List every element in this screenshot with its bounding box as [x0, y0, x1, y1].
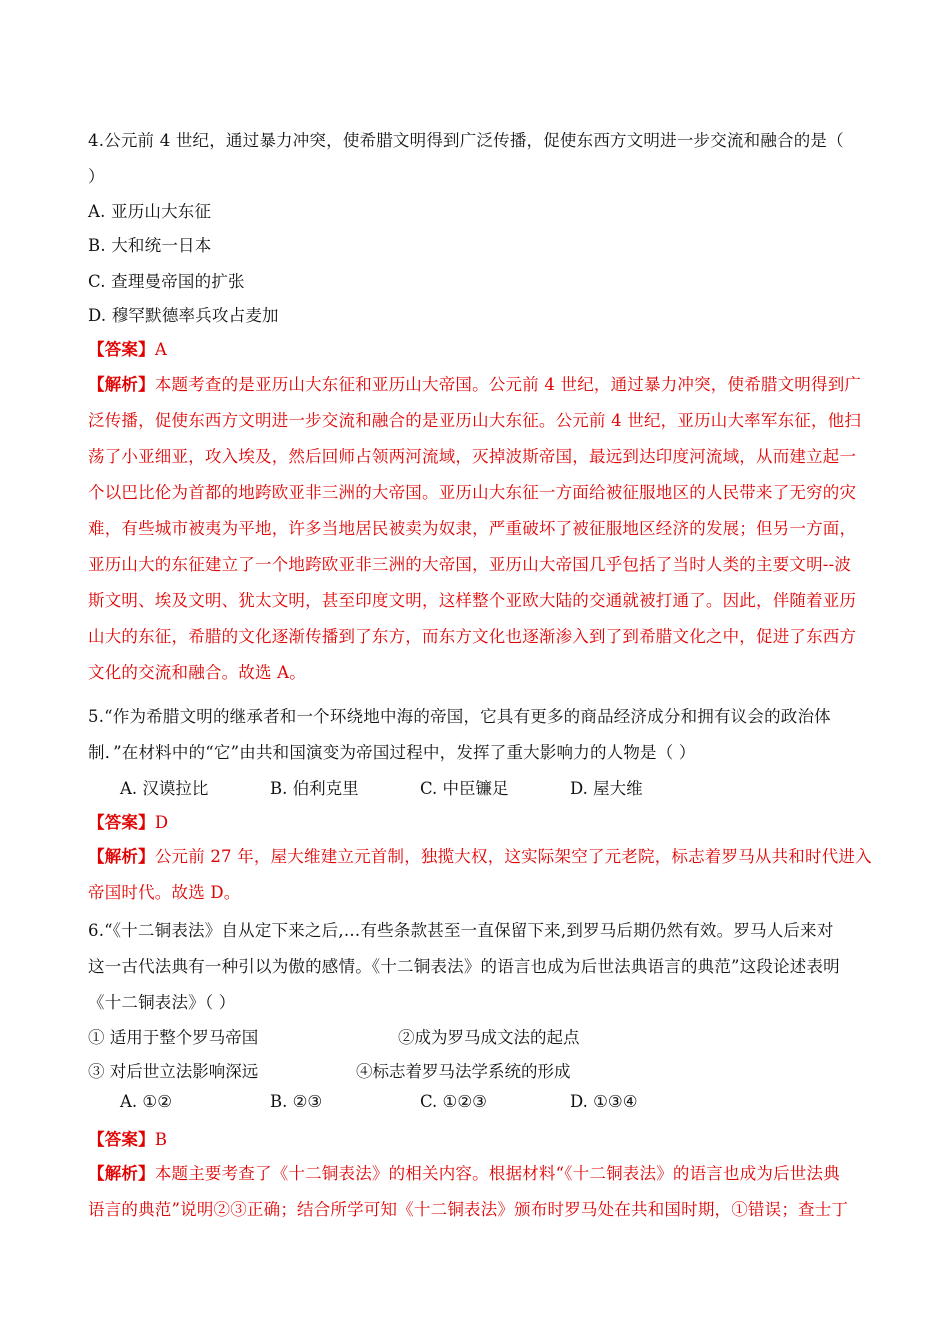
q4-analysis-line-6: 亚历山大的东征建立了一个地跨欧亚非三洲的大帝国，亚历山大帝国几乎包括了当时人类的主要文明--波 [88, 555, 852, 574]
answer-tag: 【答案】 [88, 340, 155, 359]
q4-analysis-line-2: 泛传播，促使东西方文明进一步交流和融合的是亚历山大东征。公元前 4 世纪，亚历山大率军东征，他扫 [88, 411, 862, 430]
q4-analysis-line-8: 山大的东征，希腊的文化逐渐传播到了东方，而东方文化也逐渐渗入到了到希腊文化之中，促进了东西方 [88, 627, 857, 646]
q6-stem-line-1: 6.“《十二铜表法》自从定下来之后,…有些条款甚至一直保留下来,到罗马后期仍然有效。罗马人后来对 [88, 921, 834, 940]
q6-option-b: B. ②③ [270, 1092, 323, 1111]
q5-option-c: C. 中臣镰足 [420, 779, 509, 798]
q5-analysis-line-2: 帝国时代。故选 D。 [88, 883, 241, 902]
analysis-text: 本题主要考查了《十二铜表法》的相关内容。根据材料“《十二铜表法》的语言也成为后世法典 [154, 1164, 840, 1183]
q4-analysis-line-9: 文化的交流和融合。故选 A。 [88, 663, 306, 682]
q4-option-b: B. 大和统一日本 [88, 236, 212, 255]
answer-value: D [154, 813, 169, 832]
answer-value: B [154, 1130, 168, 1149]
q6-option-c: C. ①②③ [420, 1092, 487, 1111]
q6-stem-line-3: 《十二铜表法》（ ） [88, 993, 236, 1012]
q6-item-3: ③ 对后世立法影响深远 [88, 1062, 259, 1081]
q6-item-4: ④标志着罗马法学系统的形成 [356, 1062, 571, 1081]
analysis-text: 公元前 27 年，屋大维建立元首制，独揽大权，这实际架空了元老院，标志着罗马从共和时代进入 [154, 847, 872, 866]
answer-value: A [154, 340, 167, 359]
q6-option-d: D. ①③④ [570, 1092, 638, 1111]
q6-answer [88, 1126, 167, 1150]
q4-option-a: A. 亚历山大东征 [88, 202, 212, 221]
q5-stem-line-1: 5.“作为希腊文明的继承者和一个环绕地中海的帝国，它具有更多的商品经济成分和拥有议会的政治体 [88, 707, 831, 726]
q6-analysis-line-2: 语言的典范”说明②③正确；结合所学可知《十二铜表法》颁布时罗马处在共和国时期，①错误；查士丁 [88, 1200, 849, 1219]
q4-analysis-line-7: 斯文明、埃及文明、犹太文明，甚至印度文明，这样整个亚欧大陆的交通就被打通了。因此，伴随着亚历 [88, 591, 857, 610]
answer-tag: 【答案】 [88, 1130, 155, 1149]
q4-stem-line-2: ） [88, 167, 105, 186]
q6-analysis-line-1 [88, 1160, 840, 1184]
q5-option-d: D. 屋大维 [570, 779, 643, 798]
q4-option-d: D. 穆罕默德率兵攻占麦加 [88, 306, 279, 325]
q5-answer [88, 809, 168, 833]
q4-analysis-line-1 [88, 371, 861, 395]
q5-analysis-line-1 [88, 843, 872, 867]
q6-item-2: ②成为罗马成文法的起点 [398, 1028, 580, 1047]
q6-option-a: A. ①② [120, 1092, 172, 1111]
q4-option-c: C. 查理曼帝国的扩张 [88, 272, 245, 291]
analysis-text: 本题考查的是亚历山大东征和亚历山大帝国。公元前 4 世纪，通过暴力冲突，使希腊文明得到广 [154, 375, 862, 394]
q6-stem-line-2: 这一古代法典有一种引以为傲的感情。《十二铜表法》的语言也成为后世法典语言的典范”这段论述表明 [88, 957, 840, 976]
answer-tag: 【答案】 [88, 813, 155, 832]
q5-option-a: A. 汉谟拉比 [120, 779, 209, 798]
q5-option-b: B. 伯利克里 [270, 779, 359, 798]
analysis-tag: 【解析】 [88, 1164, 155, 1183]
q4-analysis-line-5: 难，有些城市被夷为平地，许多当地居民被卖为奴隶，严重破坏了被征服地区经济的发展；但另一方面， [88, 519, 857, 538]
analysis-tag: 【解析】 [88, 847, 155, 866]
q4-analysis-line-3: 荡了小亚细亚，攻入埃及，然后回师占领两河流域，灭掉波斯帝国，最远到达印度河流域，从而建立起一 [88, 447, 857, 466]
q4-analysis-line-4: 个以巴比伦为首都的地跨欧亚非三洲的大帝国。亚历山大东征一方面给被征服地区的人民带来了无穷的灾 [88, 483, 857, 502]
q6-item-1: ① 适用于整个罗马帝国 [88, 1028, 259, 1047]
q4-stem-line-1: 4.公元前 4 世纪，通过暴力冲突，使希腊文明得到广泛传播，促使东西方文明进一步交流和融合的是（ [88, 131, 844, 150]
q4-answer [88, 336, 167, 360]
q5-stem-line-2: 制．”在材料中的“它”由共和国演变为帝国过程中，发挥了重大影响力的人物是（ ） [88, 743, 696, 762]
analysis-tag: 【解析】 [88, 375, 155, 394]
